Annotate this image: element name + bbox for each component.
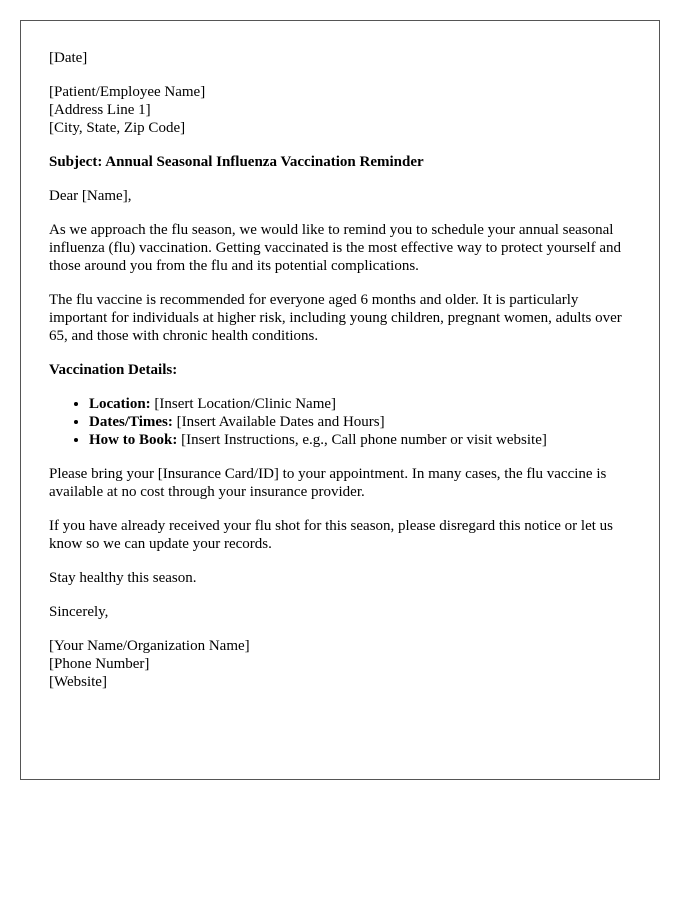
detail-dates-times-value: [Insert Available Dates and Hours] — [172, 414, 385, 430]
signature-website: [Website] — [49, 674, 107, 690]
letter-subject: Subject: Annual Seasonal Influenza Vaccination Reminder — [49, 154, 424, 170]
vaccination-details-list — [49, 395, 631, 449]
letter-page — [20, 20, 660, 780]
detail-how-to-book-value: [Insert Instructions, e.g., Call phone number or visit website] — [177, 432, 547, 448]
signature-name: [Your Name/Organization Name] — [49, 638, 250, 654]
detail-dates-times-label: Dates/Times: — [89, 414, 173, 430]
signature-block — [49, 637, 631, 691]
detail-how-to-book-label: How to Book: — [89, 432, 178, 448]
letter-paragraph-4: If you have already received your flu shot for this season, please disregard this notice or let us know so we can update your records. — [49, 518, 613, 552]
detail-location — [89, 395, 631, 413]
signature-phone: [Phone Number] — [49, 656, 150, 672]
vaccination-details-heading: Vaccination Details: — [49, 362, 178, 378]
letter-greeting: Dear [Name], — [49, 188, 132, 204]
detail-how-to-book — [89, 431, 631, 449]
recipient-address-line-1: [Address Line 1] — [49, 102, 151, 118]
recipient-name: [Patient/Employee Name] — [49, 84, 206, 100]
recipient-city-state-zip: [City, State, Zip Code] — [49, 120, 186, 136]
letter-paragraph-2: The flu vaccine is recommended for everyone aged 6 months and older. It is particularly important for individuals at higher risk, including young children, pregnant women, adults over 65, and those with chronic health conditions. — [49, 292, 622, 344]
recipient-address-block — [49, 83, 631, 137]
letter-date: [Date] — [49, 50, 88, 66]
detail-dates-times — [89, 413, 631, 431]
letter-paragraph-1: As we approach the flu season, we would like to remind you to schedule your annual seasonal influenza (flu) vaccination. Getting vaccinated is the most effective way to protect yourself and those around you from the flu and its potential complications. — [49, 222, 622, 274]
letter-closing-note: Stay healthy this season. — [49, 570, 197, 586]
letter-signoff: Sincerely, — [49, 604, 109, 620]
detail-location-label: Location: — [89, 396, 151, 412]
letter-paragraph-3: Please bring your [Insurance Card/ID] to your appointment. In many cases, the flu vaccine is available at no cost through your insurance provider. — [49, 466, 607, 500]
detail-location-value: [Insert Location/Clinic Name] — [150, 396, 337, 412]
